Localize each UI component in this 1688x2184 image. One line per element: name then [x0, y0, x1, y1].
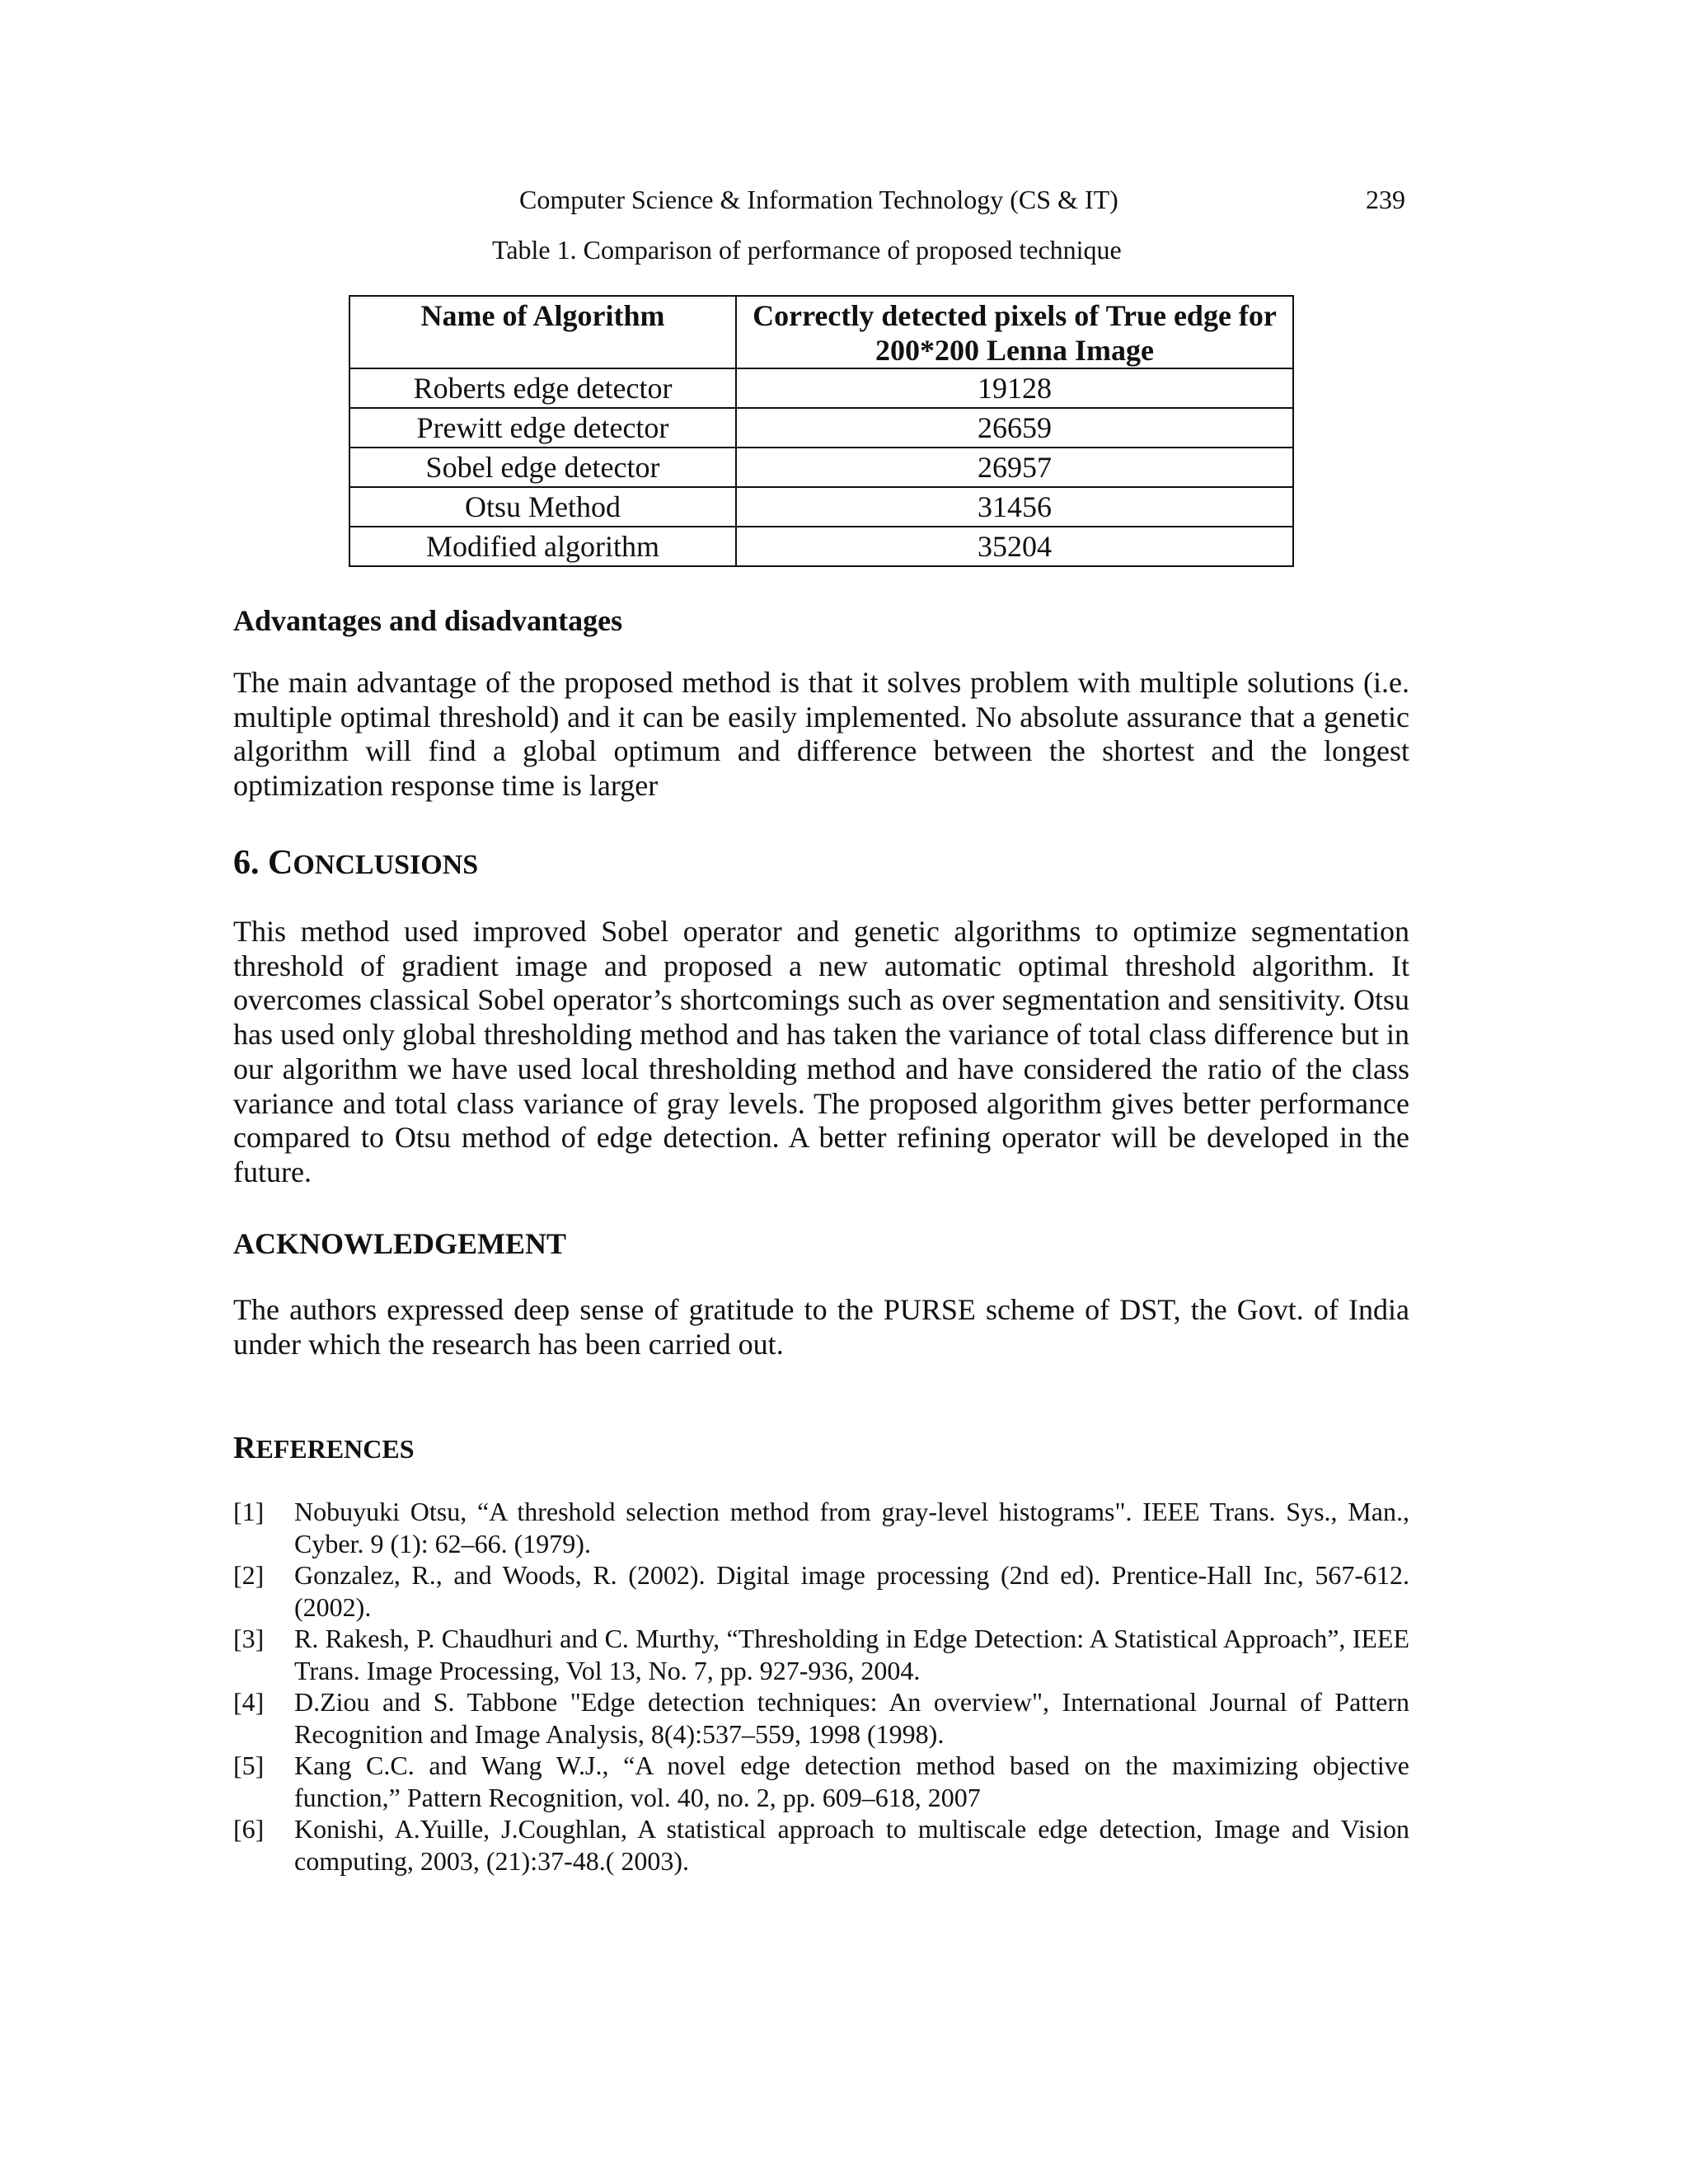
heading-rest: ONCLUSIONS — [293, 850, 479, 880]
column-header-detected-pixels: Correctly detected pixels of True edge for 200*200 Lenna Image — [736, 296, 1293, 368]
detected-pixels-cell: 26957 — [736, 448, 1293, 487]
advantages-body — [233, 666, 1409, 804]
algorithm-name-cell: Otsu Method — [349, 487, 736, 527]
algorithm-name-cell: Roberts edge detector — [349, 368, 736, 408]
advantages-heading: Advantages and disadvantages — [233, 604, 623, 637]
references-section — [233, 1430, 1409, 1467]
advantages-section — [233, 602, 1409, 639]
references-heading — [233, 1430, 1409, 1467]
table-header-row — [349, 296, 1293, 368]
reference-text: Konishi, A.Yuille, J.Coughlan, A statistical approach to multiscale edge detection, Image and Vision computing, 2003, (21):37-48.( 2003). — [294, 1814, 1409, 1876]
heading-initial: R — [233, 1431, 256, 1465]
column-header-algorithm: Name of Algorithm — [349, 296, 736, 368]
conclusions-body — [233, 915, 1409, 1190]
detected-pixels-cell: 31456 — [736, 487, 1293, 527]
reference-item — [233, 1813, 1409, 1877]
reference-item — [233, 1559, 1409, 1623]
reference-number: [6] — [233, 1814, 265, 1844]
reference-item — [233, 1750, 1409, 1813]
reference-number: [3] — [233, 1624, 265, 1653]
reference-item — [233, 1623, 1409, 1686]
table-row — [349, 527, 1293, 566]
acknowledgement-section — [233, 1226, 1409, 1262]
references-list — [233, 1496, 1409, 1877]
acknowledgement-paragraph: The authors expressed deep sense of gratitude to the PURSE scheme of DST, the Govt. of India under which the research has been carried out. — [233, 1293, 1409, 1361]
acknowledgement-heading: ACKNOWLEDGEMENT — [233, 1227, 567, 1260]
algorithm-name-cell: Prewitt edge detector — [349, 408, 736, 448]
heading-rest: EFERENCES — [256, 1434, 415, 1464]
table-row — [349, 487, 1293, 527]
reference-text: Nobuyuki Otsu, “A threshold selection method from gray-level histograms". IEEE Trans. Sys., Man., Cyber. 9 (1): 62–66. (1979). — [294, 1497, 1409, 1558]
detected-pixels-cell: 26659 — [736, 408, 1293, 448]
conclusions-heading — [233, 842, 1409, 886]
reference-item — [233, 1686, 1409, 1750]
page-number: 239 — [1366, 185, 1405, 214]
reference-item — [233, 1496, 1409, 1559]
reference-text: Kang C.C. and Wang W.J., “A novel edge detection method based on the maximizing objective function,” Pattern Recognition, vol. 40, no. 2, pp. 609–618, 2007 — [294, 1750, 1409, 1812]
acknowledgement-body — [233, 1293, 1409, 1361]
section-number: 6. — [233, 844, 268, 882]
reference-number: [2] — [233, 1560, 265, 1590]
table-caption: Table 1. Comparison of performance of proposed technique — [492, 235, 1122, 265]
running-header-title: Computer Science & Information Technology (CS & IT) — [519, 185, 1118, 214]
reference-number: [4] — [233, 1687, 265, 1717]
conclusions-section — [233, 842, 1409, 886]
conclusions-paragraph: This method used improved Sobel operator and genetic algorithms to optimize segmentation threshold of gradient image and proposed a new automatic optimal threshold algorithm. It overcomes classical Sobel operator’s shortcomings such as over segmentation and sensitivity. Otsu has used only global thresholding method and has taken the variance of total class difference but in our algorithm we have used local thresholding method and have considered the ratio of the class variance and total class variance of gray levels. The proposed algorithm gives better performance compared to Otsu method of edge detection. A better refining operator will be developed in the future. — [233, 915, 1409, 1188]
reference-text: D.Ziou and S. Tabbone "Edge detection techniques: An overview", International Journal of Pattern Recognition and Image Analysis, 8(4):537–559, 1998 (1998). — [294, 1687, 1409, 1749]
advantages-paragraph: The main advantage of the proposed method is that it solves problem with multiple solutions (i.e. multiple optimal threshold) and it can be easily implemented. No absolute assurance that a genetic algorithm will find a global optimum and difference between the shortest and the longest optimization response time is larger — [233, 666, 1409, 803]
algorithm-name-cell: Modified algorithm — [349, 527, 736, 566]
reference-number: [5] — [233, 1750, 265, 1780]
table-row — [349, 368, 1293, 408]
reference-text: R. Rakesh, P. Chaudhuri and C. Murthy, “Thresholding in Edge Detection: A Statistical Approach”, IEEE Trans. Image Processing, Vol 13, No. 7, pp. 927-936, 2004. — [294, 1624, 1409, 1685]
performance-comparison-table — [349, 295, 1294, 567]
reference-text: Gonzalez, R., and Woods, R. (2002). Digital image processing (2nd ed). Prentice-Hall Inc, 567-612. (2002). — [294, 1560, 1409, 1622]
detected-pixels-cell: 35204 — [736, 527, 1293, 566]
algorithm-name-cell: Sobel edge detector — [349, 448, 736, 487]
detected-pixels-cell: 19128 — [736, 368, 1293, 408]
reference-number: [1] — [233, 1497, 265, 1526]
heading-initial: C — [268, 844, 293, 882]
table-row — [349, 408, 1293, 448]
table-row — [349, 448, 1293, 487]
